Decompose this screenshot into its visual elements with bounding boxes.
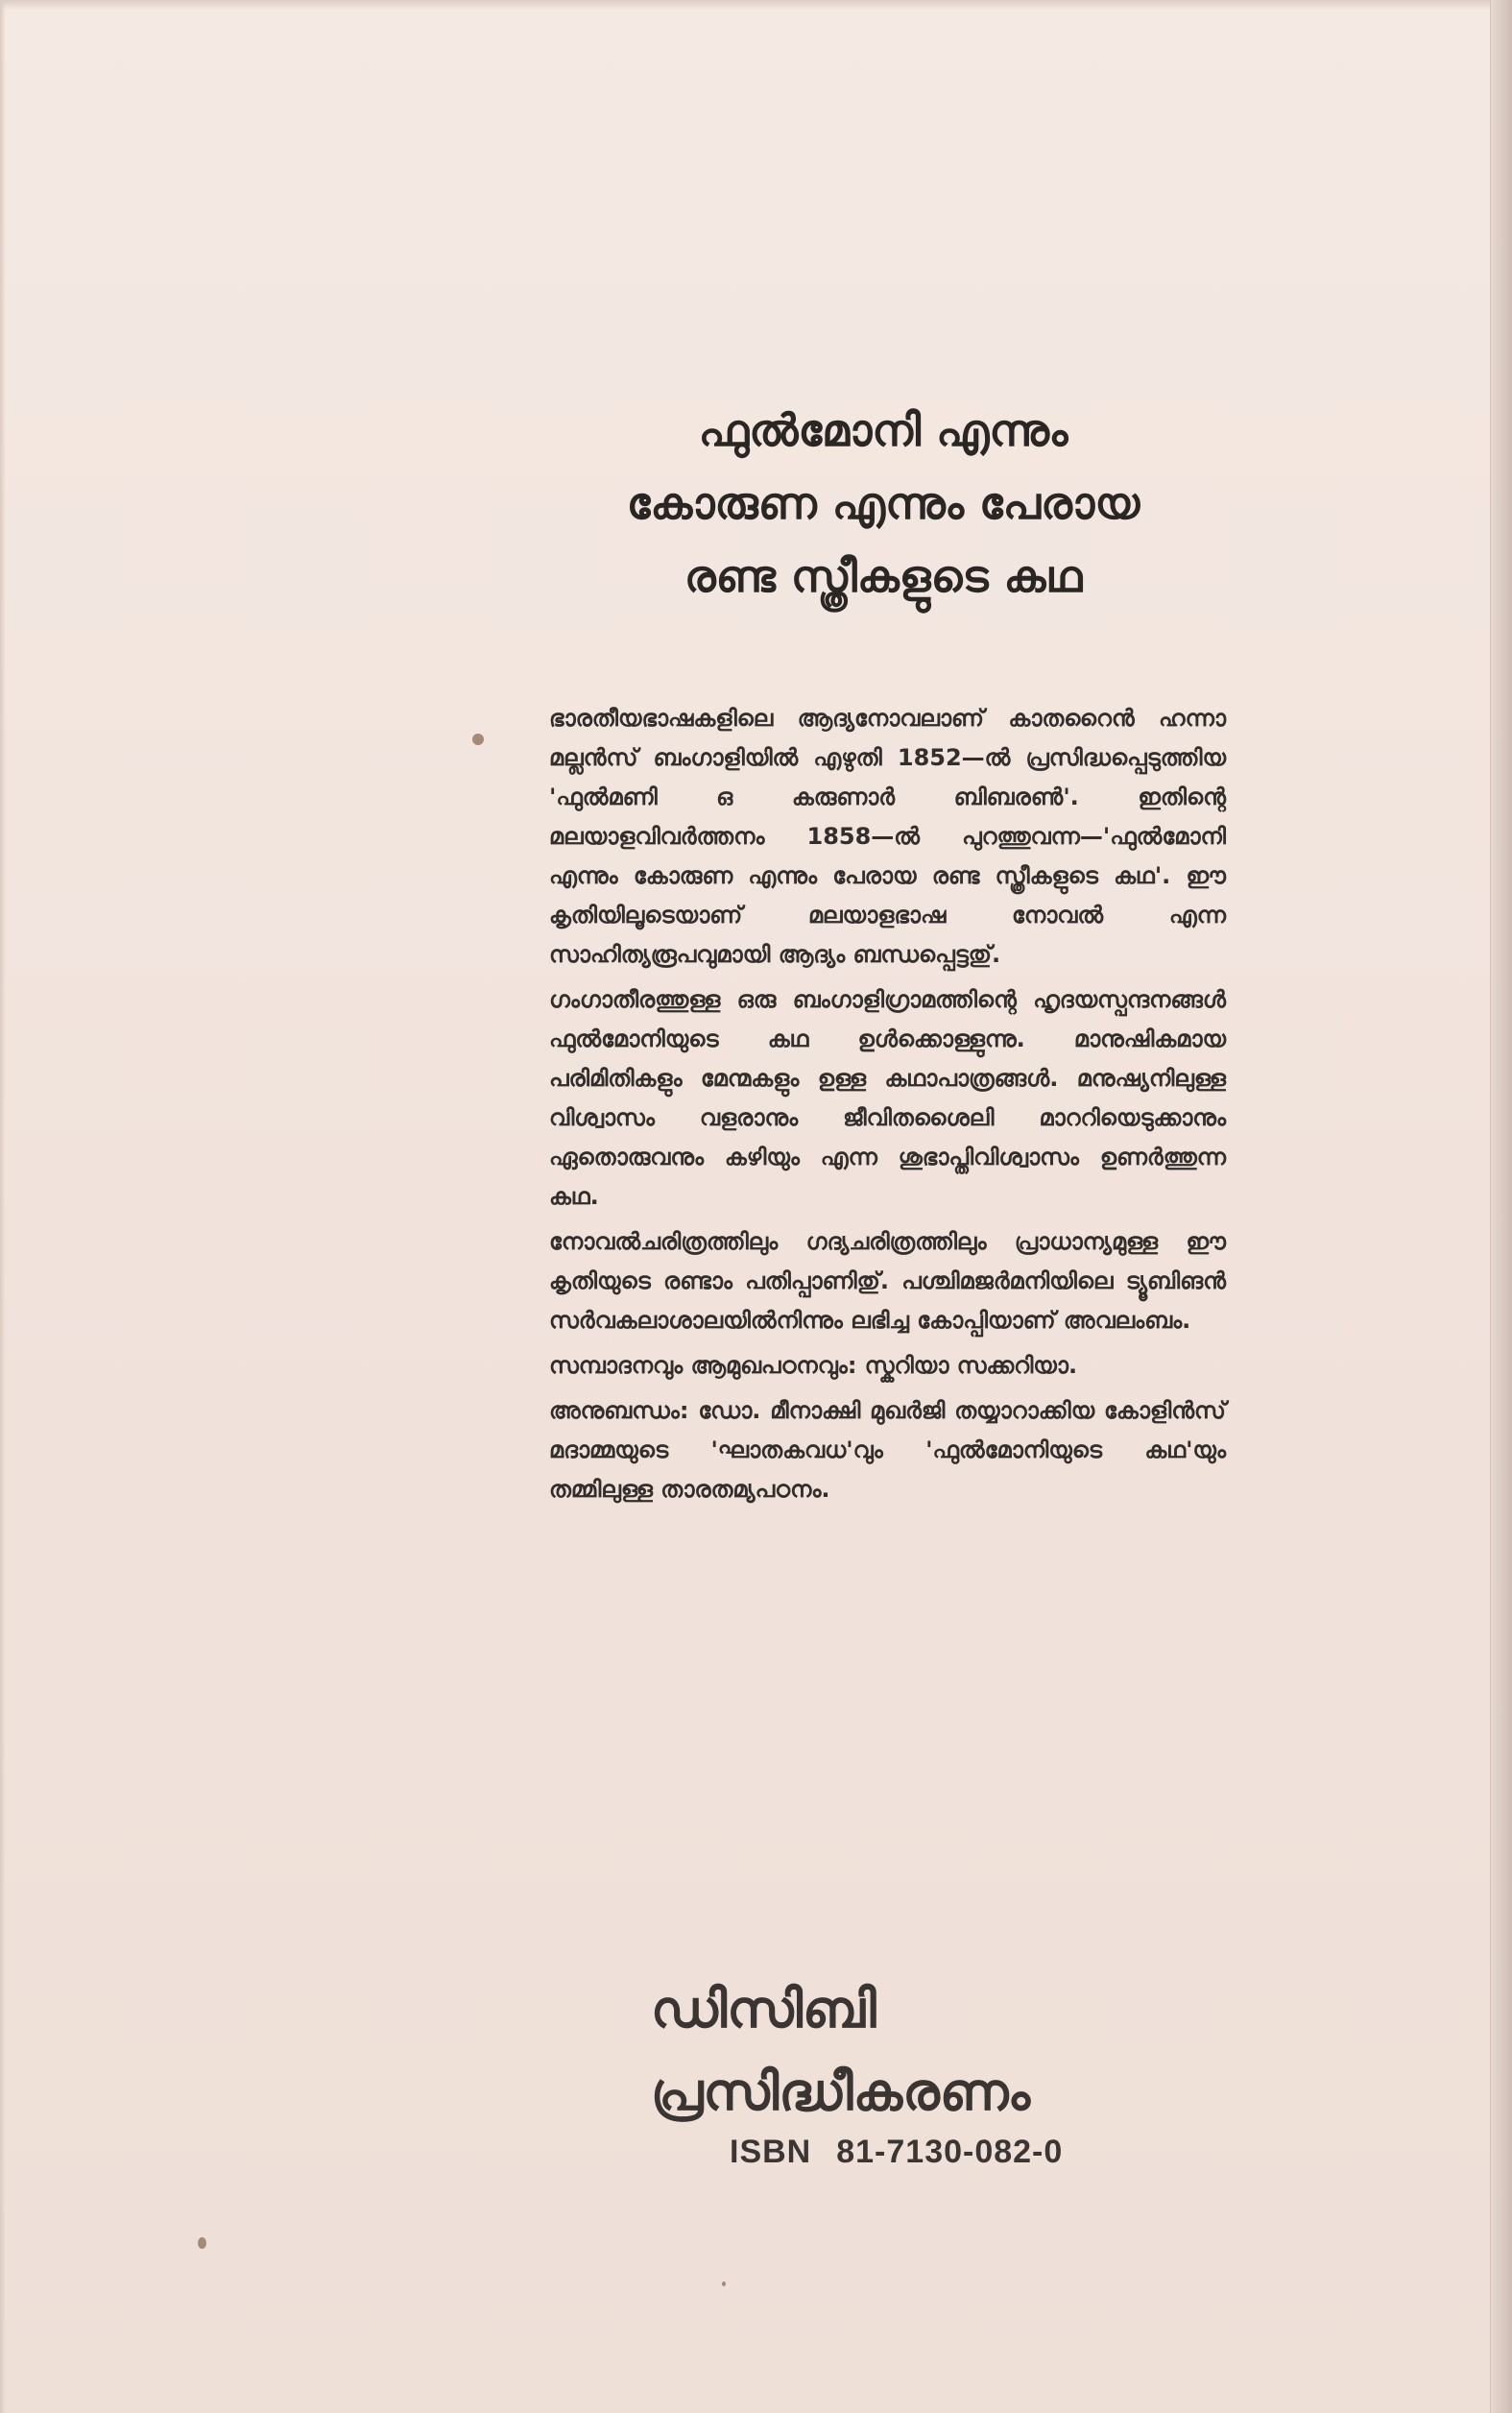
isbn-code xyxy=(730,2134,1063,2171)
blurb-paragraph-edition: നോവൽചരിത്രത്തിലും ഗദ്യചരിത്രത്തിലും പ്രാധാന്യമുള്ള ഈ കൃതിയുടെ രണ്ടാം പതിപ്പാണിതു്. പശ്ചിമജർമനിയിലെ ട്യൂബിങൻ സർവകലാശാലയിൽനിന്നും ലഭിച്ച കോപ്പിയാണ് അവലംബം. xyxy=(549,1228,1226,1334)
publisher-name xyxy=(651,1968,1150,2134)
title-line-1: ഫുൽമോനി എന്നും xyxy=(698,404,1068,456)
isbn-number: 81-7130-082-0 xyxy=(836,2134,1064,2170)
blurb-paragraph-editor: സമ്പാദനവും ആമുഖപഠനവും: സ്കറിയാ സക്കറിയാ. xyxy=(549,1352,1078,1379)
publisher-line-2: പ്രസിദ്ധീകരണം xyxy=(651,2062,1031,2122)
cover-top-edge xyxy=(0,0,1512,10)
isbn-label: ISBN xyxy=(730,2134,812,2170)
blurb-paragraph-appendix: അനുബന്ധം: ഡോ. മീനാക്ഷി മുഖർജി തയ്യാറാക്കിയ കോളിൻസ് മദാമ്മയുടെ 'ഘാതകവധ'വും 'ഫുൽമോനിയുടെ കഥ'യും തമ്മിലുള്ള താരതമ്യപഠനം. xyxy=(549,1397,1226,1503)
paper-stain-spot xyxy=(472,734,484,745)
book-title xyxy=(538,394,1229,613)
paper-stain-mark xyxy=(198,2237,206,2249)
blurb-paragraph-intro: ഭാരതീയഭാഷകളിലെ ആദ്യനോവലാണ് കാതറൈൻ ഹന്നാ മല്ലൻസ് ബംഗാളിയിൽ എഴുതി 1852—ൽ പ്രസിദ്ധപ്പെടുത്തിയ 'ഫുൽമണി ഒ കരുണാർ ബിബരൺ'. ഇതിന്റെ മലയാളവിവർത്തനം 1858—ൽ പുറത്തുവന്ന—'ഫുൽമോനി എന്നും കോരുണ എന്നും പേരായ രണ്ട സ്ത്രീകളുടെ കഥ'. ഈ കൃതിയിലൂടെയാണ് മലയാളഭാഷ നോവൽ എന്ന സാഹിത്യരൂപവുമായി ആദ്യം ബന്ധപ്പെട്ടതു്. xyxy=(549,705,1226,968)
publisher-line-1: ഡിസിബി xyxy=(651,1979,876,2039)
title-line-3: രണ്ട സ്ത്രീകളുടെ കഥ xyxy=(684,550,1083,602)
paper-stain-speck xyxy=(722,2281,726,2286)
title-line-2: കോരുണ എന്നും പേരായ xyxy=(626,477,1140,529)
blurb-text xyxy=(549,699,1226,1515)
blurb-paragraph-story: ഗംഗാതീരത്തുള്ള ഒരു ബംഗാളിഗ്രാമത്തിന്റെ ഹൃദയസ്പന്ദനങ്ങൾ ഫുൽമോനിയുടെ കഥ ഉൾക്കൊള്ളുന്നു. മാനുഷികമായ പരിമിതികളും മേന്മകളും ഉള്ള കഥാപാത്രങ്ങൾ. മനുഷ്യനിലുള്ള വിശ്വാസം വളരാനും ജീവിതശൈലി മാററിയെടുക്കാനും ഏതൊരുവനും കഴിയും എന്ന ശുഭാപ്തിവിശ്വാസം ഉണർത്തുന്ന കഥ. xyxy=(549,986,1226,1210)
cover-spine-edge xyxy=(1490,0,1512,2413)
cover-left-edge xyxy=(0,0,6,2413)
